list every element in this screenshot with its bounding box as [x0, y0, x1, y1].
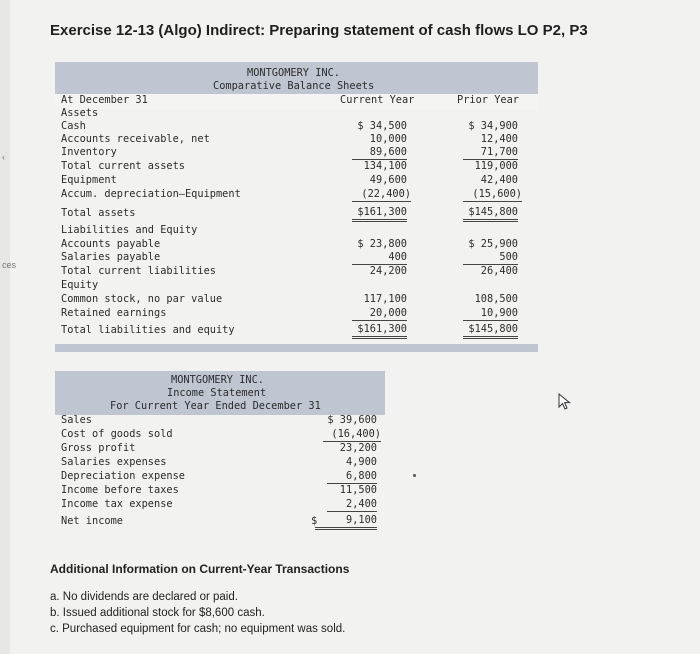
bs-row-label: Accounts payable: [61, 238, 161, 250]
left-edge-strip: [0, 0, 10, 654]
is-row-label: Income before taxes: [61, 484, 179, 496]
bs-prior-value: $145,800: [463, 206, 518, 222]
bs-prior-value: 500: [463, 251, 518, 265]
additional-info-heading: Additional Information on Current-Year Transactions: [50, 562, 350, 576]
side-label: ces: [2, 260, 17, 270]
is-value: 2,400: [327, 498, 377, 512]
bs-row-label: Common stock, no par value: [61, 293, 223, 305]
bs-current-value: 89,600: [352, 146, 407, 160]
bs-col-prior: Prior Year: [457, 94, 519, 106]
side-tick: ‹: [2, 152, 5, 162]
bs-row-label: Equipment: [61, 174, 117, 186]
bs-current-value: (22,400): [352, 188, 411, 202]
additional-item: b. Issued additional stock for $8,600 cash.: [50, 607, 265, 619]
bs-prior-value: 10,900: [463, 307, 518, 321]
bs-current-value: 24,200: [369, 265, 407, 277]
is-row-label: Net income: [61, 515, 123, 527]
balance-sheet-footer-band: [55, 344, 538, 352]
bs-company-name: MONTGOMERY INC.: [247, 67, 340, 79]
bs-prior-value: 119,000: [474, 160, 518, 172]
stray-mark: [413, 474, 416, 477]
additional-item: c. Purchased equipment for cash; no equipment was sold.: [50, 623, 346, 635]
is-row-label: Sales: [61, 414, 92, 426]
bs-row-label: Inventory: [61, 146, 117, 158]
is-value: $ 39,600: [327, 414, 377, 426]
is-value: 4,900: [346, 456, 377, 468]
bs-row-label: Total current assets: [61, 160, 185, 172]
additional-item: a. No dividends are declared or paid.: [50, 591, 238, 603]
bs-row-label: Accum. depreciation—Equipment: [61, 188, 241, 200]
exercise-title: Exercise 12-13 (Algo) Indirect: Preparing statement of cash flows LO P2, P3: [50, 22, 588, 39]
bs-row-label: Assets: [61, 107, 99, 119]
bs-prior-value: 108,500: [474, 293, 518, 305]
bs-row-label: Total current liabilities: [61, 265, 216, 277]
is-value: 9,100: [315, 514, 377, 530]
bs-current-value: 20,000: [352, 307, 407, 321]
bs-current-value: 117,100: [363, 293, 407, 305]
bs-row-label: Retained earnings: [61, 307, 167, 319]
is-row-label: Salaries expenses: [61, 456, 167, 468]
is-row-label: Income tax expense: [61, 498, 173, 510]
bs-row-label: Total liabilities and equity: [61, 324, 235, 336]
bs-col-current: Current Year: [340, 94, 415, 106]
is-net-income-dollar: $: [311, 515, 318, 527]
bs-current-value: 134,100: [363, 160, 407, 172]
bs-row-label: Accounts receivable, net: [61, 133, 210, 145]
income-statement: [55, 371, 385, 539]
bs-prior-value: (15,600): [463, 188, 522, 202]
bs-prior-value: $ 25,900: [468, 238, 518, 250]
is-value: 11,500: [339, 484, 377, 496]
mouse-cursor-icon: [558, 393, 572, 411]
bs-prior-value: $ 34,900: [468, 120, 518, 132]
bs-prior-value: 26,400: [480, 265, 518, 277]
bs-prior-value: 42,400: [480, 174, 518, 186]
is-row-label: Depreciation expense: [61, 470, 185, 482]
is-value: 23,200: [339, 442, 377, 454]
bs-row-label: Salaries payable: [61, 251, 161, 263]
is-period: For Current Year Ended December 31: [110, 400, 321, 412]
is-company-name: MONTGOMERY INC.: [171, 374, 264, 386]
bs-current-value: 49,600: [369, 174, 407, 186]
is-value: (16,400): [323, 428, 381, 442]
is-row-label: Gross profit: [61, 442, 136, 454]
bs-current-value: 400: [352, 251, 407, 265]
bs-current-value: $ 23,800: [357, 238, 407, 250]
bs-current-value: $161,300: [352, 206, 407, 222]
bs-row-label: Cash: [61, 120, 86, 132]
bs-current-value: $ 34,500: [357, 120, 407, 132]
bs-row-label: Total assets: [61, 207, 136, 219]
is-statement-name: Income Statement: [167, 387, 267, 399]
is-value: 6,800: [327, 470, 377, 484]
is-row-label: Cost of goods sold: [61, 428, 173, 440]
bs-prior-value: 71,700: [463, 146, 518, 160]
bs-date-label: At December 31: [61, 94, 148, 106]
bs-current-value: 10,000: [369, 133, 407, 145]
bs-current-value: $161,300: [352, 323, 407, 339]
bs-row-label: Equity: [61, 279, 99, 291]
bs-prior-value: 12,400: [480, 133, 518, 145]
balance-sheet: [55, 62, 538, 352]
bs-prior-value: $145,800: [463, 323, 518, 339]
bs-row-label: Liabilities and Equity: [61, 224, 198, 236]
bs-statement-name: Comparative Balance Sheets: [213, 80, 375, 92]
